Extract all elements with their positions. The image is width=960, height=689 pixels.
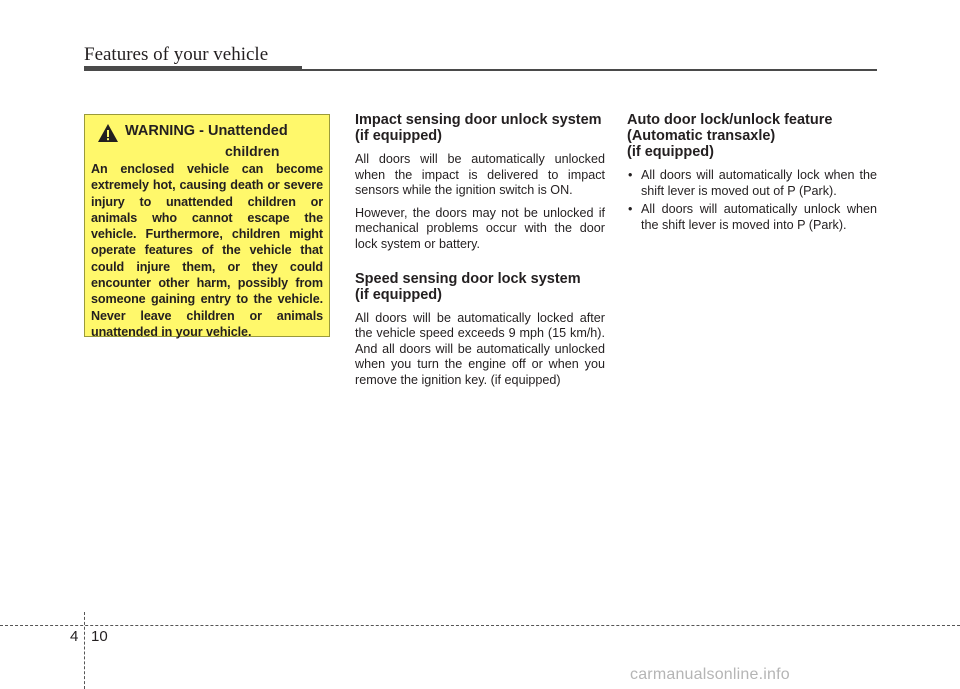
- impact-paragraph-2: However, the doors may not be unlocked if mechanical problems occur with the door lock system or battery.: [355, 205, 605, 251]
- impact-paragraph-1: All doors will be automatically unlocked when the impact is delivered to impact sensors while the ignition switch is ON.: [355, 152, 605, 198]
- watermark: carmanualsonline.info: [630, 666, 790, 683]
- speed-heading: Speed sensing door lock system (if equipped): [355, 270, 581, 303]
- page-number: 10: [91, 628, 108, 645]
- bullet-dot-icon: •: [628, 202, 633, 217]
- footer-rule: [0, 625, 960, 626]
- header-rule-thin: [302, 69, 877, 71]
- footer-vertical-rule: [84, 612, 85, 689]
- warning-box: [84, 114, 330, 337]
- bullet-dot-icon: •: [628, 168, 633, 182]
- right-column: [627, 112, 877, 236]
- list-item: • All doors will automatically unlock when the shift lever is moved into P (Park).: [628, 202, 877, 232]
- header-rule-thick: [84, 66, 302, 71]
- impact-heading: Impact sensing door unlock system (if equipped): [355, 112, 602, 144]
- warning-title-line2: children: [225, 143, 280, 159]
- warning-heading: [91, 123, 323, 143]
- warning-triangle-icon: [97, 123, 119, 143]
- warning-title-rest: - Unattended: [199, 123, 288, 139]
- warning-body-text: An enclosed vehicle can become extremely hot, causing death or severe injury to unattended children or animals who cannot escape the vehicle. Furthermore, children might operate features of the vehicle that could injure them, or they could encounter other harm, possibly from someone gaining entry to the vehicle. Never leave children or animals unattended in your vehicle.: [91, 162, 323, 339]
- speed-paragraph-1: All doors will be automatically locked after the vehicle speed exceeds 9 mph (15 km/h). And all doors will be automatically unlocked when you turn the engine off or when you remove the ignition key. (if equipped): [355, 310, 605, 387]
- middle-column: [355, 112, 605, 396]
- section-number: 4: [70, 628, 79, 645]
- warning-label: WARNING: [125, 123, 196, 139]
- page-header-title: Features of your vehicle: [84, 44, 269, 65]
- list-item: • All doors will automatically lock when the shift lever is moved out of P (Park).: [628, 168, 877, 198]
- auto-heading: Auto door lock/unlock feature (Automatic transaxle) (if equipped): [627, 112, 833, 160]
- auto-bullet-list: [627, 168, 877, 233]
